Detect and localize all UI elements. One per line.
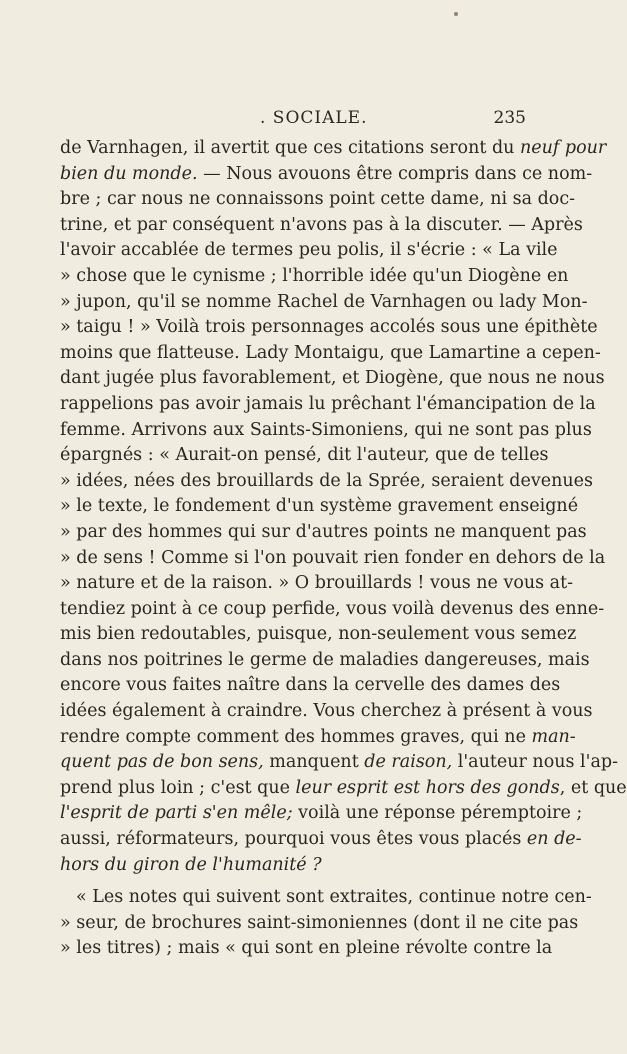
text-run: rendre compte comment des hommes graves, qui ne bbox=[60, 726, 532, 747]
text-run: dans nos poitrines le germe de maladies dangereuses, mais bbox=[60, 649, 590, 670]
text-line bbox=[60, 597, 605, 623]
text-line bbox=[60, 264, 569, 290]
text-run: mis bien redoutables, puisque, non-seulement vous semez bbox=[60, 624, 577, 645]
text-run: « Les notes qui suivent sont extraites, continue notre cen- bbox=[76, 887, 592, 908]
text-run: » idées, nées des brouillards de la Sprée, seraient devenues bbox=[60, 470, 593, 491]
text-line bbox=[60, 571, 574, 597]
body-text bbox=[60, 136, 627, 962]
italic-run: l'esprit de parti s'en mêle; bbox=[60, 803, 293, 824]
text-run: de Varnhagen, il avertit que ces citations seront du bbox=[60, 138, 520, 158]
page-header bbox=[60, 108, 526, 134]
text-line bbox=[60, 238, 558, 264]
text-line bbox=[60, 648, 590, 674]
text-run: l'avoir accablée de termes peu polis, il s'écrie : « La vile bbox=[60, 240, 558, 261]
text-line bbox=[60, 776, 627, 802]
text-line bbox=[60, 443, 549, 469]
text-run: » de sens ! Comme si l'on pouvait rien fonder en dehors de la bbox=[60, 547, 606, 568]
text-run: » par des hommes qui sur d'autres points ne manquent pas bbox=[60, 521, 587, 542]
text-line bbox=[60, 801, 583, 827]
text-run: » chose que le cynisme ; l'horrible idée qu'un Diogène en bbox=[60, 265, 569, 286]
text-line bbox=[60, 187, 576, 213]
text-run: manquent bbox=[263, 752, 365, 773]
text-line bbox=[60, 725, 576, 751]
text-line bbox=[60, 290, 588, 316]
text-run: aussi, réformateurs, pourquoi vous êtes vous placés bbox=[60, 829, 527, 850]
text-run: » seur, de brochures saint-simoniennes (dont il ne cite pas bbox=[60, 912, 579, 933]
text-line bbox=[60, 418, 592, 444]
italic-run: neuf pour bbox=[519, 138, 607, 158]
text-run: » nature et de la raison. » O brouillards ! vous ne vous at- bbox=[60, 573, 574, 594]
text-run: bre ; car nous ne connaissons point cette dame, ni sa doc- bbox=[60, 189, 576, 210]
text-run: , et que bbox=[559, 777, 627, 798]
text-line bbox=[60, 136, 607, 162]
text-line bbox=[60, 546, 606, 572]
text-line bbox=[60, 341, 601, 367]
text-run: » jupon, qu'il se nomme Rachel de Varnhagen ou lady Mon- bbox=[60, 291, 588, 312]
text-line bbox=[60, 494, 579, 520]
text-run: rappelions pas avoir jamais lu prêchant l'émancipation de la bbox=[60, 393, 596, 414]
text-run: encore vous faites naître dans la cervelle des dames des bbox=[60, 675, 561, 696]
italic-run: leur esprit est hors des gonds bbox=[295, 777, 560, 798]
italic-run: man- bbox=[531, 726, 576, 747]
page-number: 235 bbox=[493, 108, 526, 128]
text-line bbox=[60, 366, 605, 392]
text-run: » les titres) ; mais « qui sont en pleine révolte contre la bbox=[60, 938, 553, 959]
text-run: trine, et par conséquent n'avons pas à la discuter. — Après bbox=[60, 214, 583, 235]
text-line bbox=[60, 622, 577, 648]
text-line bbox=[60, 827, 582, 853]
text-run: idées également à craindre. Vous cherchez à présent à vous bbox=[60, 701, 593, 722]
text-line bbox=[60, 750, 619, 776]
ink-speck bbox=[454, 12, 458, 16]
text-line bbox=[60, 213, 583, 239]
text-run: voilà une réponse péremptoire ; bbox=[292, 803, 583, 824]
text-run: » taigu ! » Voilà trois personnages accolés sous une épithète bbox=[60, 317, 598, 338]
text-run: prend plus loin ; c'est que bbox=[60, 777, 296, 798]
text-run: tendiez point à ce coup perfide, vous voilà devenus des enne- bbox=[60, 598, 605, 619]
text-line bbox=[60, 162, 593, 188]
italic-run: quent pas de bon sens, bbox=[60, 752, 264, 773]
text-line bbox=[60, 673, 561, 699]
text-line bbox=[60, 315, 598, 341]
text-line bbox=[60, 392, 596, 418]
italic-run: hors du giron de l'humanité ? bbox=[60, 854, 322, 875]
italic-run: bien du monde. bbox=[60, 163, 198, 184]
text-line bbox=[60, 520, 587, 546]
text-line bbox=[60, 936, 553, 962]
text-run: l'auteur nous l'ap- bbox=[452, 752, 619, 773]
italic-run: en de- bbox=[526, 829, 582, 850]
text-run: moins que flatteuse. Lady Montaigu, que Lamartine a cepen- bbox=[60, 342, 601, 363]
text-run: femme. Arrivons aux Saints-Simoniens, qui ne sont pas plus bbox=[60, 419, 592, 440]
text-run: épargnés : « Aurait-on pensé, dit l'auteur, que de telles bbox=[60, 445, 549, 466]
text-run: — Nous avouons être compris dans ce nom- bbox=[197, 163, 593, 184]
text-line bbox=[60, 699, 593, 725]
text-line bbox=[60, 885, 592, 911]
text-run: dant jugée plus favorablement, et Diogène, que nous ne nous bbox=[60, 368, 605, 389]
text-line bbox=[60, 469, 593, 495]
running-title: . SOCIALE. bbox=[260, 108, 368, 128]
text-run: » le texte, le fondement d'un système gravement enseigné bbox=[60, 496, 579, 517]
text-line bbox=[60, 911, 579, 937]
text-line bbox=[60, 853, 526, 879]
italic-run: de raison, bbox=[364, 752, 453, 773]
